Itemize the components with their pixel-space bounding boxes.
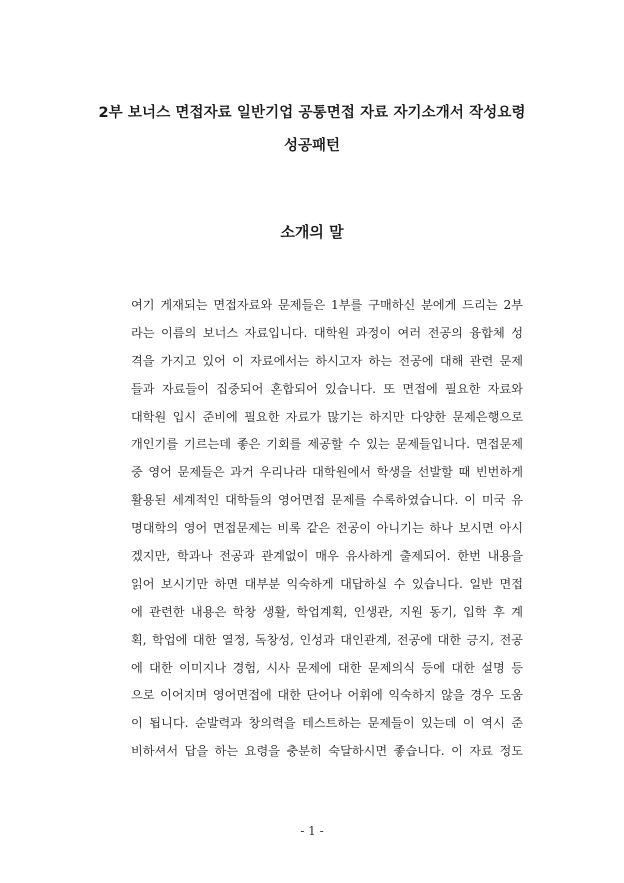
body-line: 대학원 입시 준비에 필요한 자료가 많기는 하지만 다양한 문제은행으로 <box>131 409 523 424</box>
document-title: 2부 보너스 면접자료 일반기업 공통면접 자료 자기소개서 작성요령 <box>98 105 526 121</box>
document-subtitle: 성공패턴 <box>283 138 341 154</box>
body-line: 라는 이름의 보너스 자료입니다. 대학원 과정이 여러 전공의 융합체 성 <box>131 325 523 340</box>
body-line: 획, 학업에 대한 열정, 독창성, 인성과 대인관계, 전공에 대한 긍지, 전공 <box>131 632 523 647</box>
section-heading: 소개의 말 <box>280 223 344 241</box>
body-line: 활용된 세계적인 대학들의 영어면접 문제를 수록하였습니다. 이 미국 유 <box>131 493 523 508</box>
body-line: 겠지만, 학과나 전공과 관계없이 매우 유사하게 출제되어. 한번 내용을 <box>131 549 523 564</box>
body-line: 들과 자료들이 집중되어 혼합되어 있습니다. 또 면접에 필요한 자료와 <box>131 381 523 396</box>
body-line: 여기 게재되는 면접자료와 문제들은 1부를 구매하신 분에게 드리는 2부 <box>131 298 523 312</box>
body-line: 읽어 보시기만 하면 대부분 익숙하게 대답하실 수 있습니다. 일반 면접 <box>131 576 523 591</box>
body-line: 격을 가지고 있어 이 자료에서는 하시고자 하는 전공에 대해 관련 문제 <box>131 353 523 368</box>
body-line: 으로 이어지며 영어면접에 대한 단어나 어휘에 익숙하지 않을 경우 도움 <box>131 688 523 703</box>
body-line: 에 대한 이미지나 경험, 시사 문제에 대한 문제의식 등에 대한 설명 등 <box>131 660 523 675</box>
body-line: 개인기를 기르는데 좋은 기회를 제공할 수 있는 문제들입니다. 면접문제 <box>131 437 523 452</box>
body-line: 명대학의 영어 면접문제는 비록 같은 전공이 아니기는 하나 보시면 아시 <box>131 521 523 536</box>
body-line: 에 관련한 내용은 학창 생활, 학업계획, 인생관, 지원 동기, 입학 후 계 <box>131 604 523 619</box>
body-line: 이 됩니다. 순발력과 창의력을 테스트하는 문제들이 있는데 이 역시 준 <box>131 716 523 731</box>
body-text <box>131 292 523 766</box>
body-line: 비하셔서 답을 하는 요령을 충분히 숙달하시면 좋습니다. 이 자료 정도 <box>131 744 523 759</box>
page-number: - 1 - <box>300 824 324 838</box>
body-line: 중 영어 문제들은 과거 우리나라 대학원에서 학생을 선발할 때 빈번하게 <box>131 465 523 480</box>
